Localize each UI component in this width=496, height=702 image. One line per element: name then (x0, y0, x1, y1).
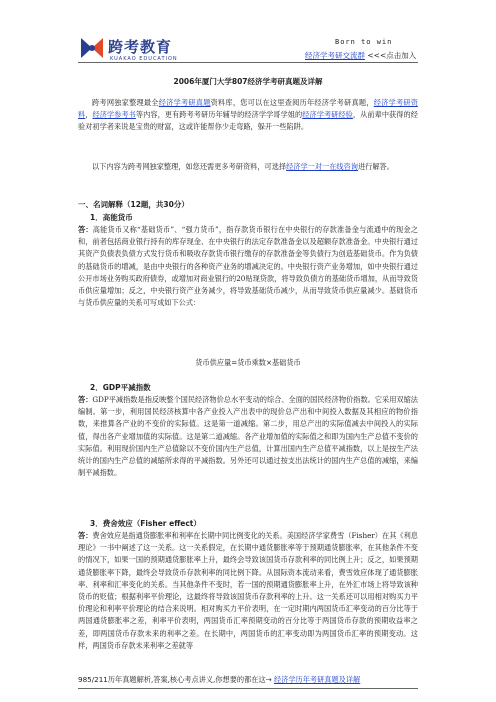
footer-link[interactable]: 经济学历年考研真题及详解 (273, 675, 361, 684)
brand-name-en: KUAKAO EDUCATION (110, 56, 178, 62)
intro-paragraph-2 (78, 161, 418, 173)
q1-formula: 货币供应量=货币乘数×基础货币 (195, 358, 301, 367)
group-link[interactable]: 经济学考研交流群 (305, 51, 365, 60)
q2-answer-label: 答： (78, 395, 93, 404)
intro1-text-4: 等内容，更有跨考考研历年辅导的经济学学哥学姐的 (135, 110, 303, 120)
header-links (305, 50, 416, 61)
q2-answer (78, 394, 418, 479)
footer (78, 675, 360, 685)
link-reference-books[interactable]: 经济学参考书 (92, 110, 136, 120)
q3-answer-text: 费舍效应是指通货膨胀率和利率在长期中同比例变化的关系。美国经济学家费雪（Fisher）在其《利息理论》一书中阐述了这一关系。这一关系假定，在长期中通货膨胀率等于预期通货膨胀率，在其他条件不变的情况下，如果一国的预期通货膨胀率上升，最终会导致该国货币存款利率的同比例上升；反之，如果预期通货膨胀率下降，最终会导致货币存款利率的同比例下降。从国际资本流动来看，费雪效应体现了通货膨胀率、利率和汇率变化的关系。当其他条件不变时，若一国的预期通货膨胀率上升，在外汇市场上将导致该种货币的贬值；根据利率平价理论，这最终将导致该国货币存款利率的上升。这一关系还可以用相对购买力平价理论和利率平价理论的结合来说明。相对购买力平价表明，在一定时期内两国货币汇率变动的百分比等于两国通货膨胀率之差，利率平价表明，两国货币汇率预期变动的百分比等于两国货币存款的预期收益率之差，即两国货币存款未来的利率之差。在长期中，两国货币的汇率变动即为两国货币汇率的预期变动。这样，两国货币存款未来利率之差就等 (78, 531, 418, 650)
link-exam-experience[interactable]: 经济学考研经验 (302, 110, 353, 120)
header-divider (78, 62, 418, 63)
motto: Born to win (335, 38, 393, 46)
join-hint[interactable]: <<<点击加入 (367, 51, 417, 60)
q1-answer-text: 高能货币又称“基础货币”、“强力货币”，指存款货币银行在中央银行的存款准备金与流通中的现金之和，前者包括商业银行持有的库存现金、在中央银行的法定存款准备金以及超额存款准备金。中央银行通过其资产负债表负债方式发行货币和吸收存款货币银行缴存的存款准备金等负债行为创造基础货币。作为负债的基础货币的增减，是由中央银行的各种资产业务的增减决定的。中央银行资产业务增加，如中央银行通过公开市场业务购买政府债券，或增加对商业银行的20贴现贷款，将导致负债方的基础货币增加，从而导致货币供应量增加；反之，中央银行资产业务减少，将导致基础货币减少，从而导致货币供应量减少。基础货币与货币供应量的关系可写成如下公式： (78, 225, 418, 308)
q1-answer (78, 224, 418, 309)
intro1-text-2: 资料库，您可以在这里查阅历年经济学考研真题， (210, 98, 374, 107)
intro2-text-2: 进行解答。 (357, 162, 394, 171)
link-exam-papers[interactable]: 经济学考研真题 (158, 98, 211, 107)
logo-mark-icon (78, 34, 106, 62)
q2-title: 2．GDP平减指数 (90, 383, 151, 392)
footer-divider (78, 688, 418, 689)
intro1-text-3: ， (85, 110, 93, 120)
q3-answer (78, 530, 418, 670)
q2-answer-text: GDP平减指数是指反映整个国民经济物价总水平变动的综合、全面的国民经济物价指数。它采用双缩法编制。第一步，利用国民经济核算中各产业投入产出表中的现价总产出和中间投入数据及其相应的物价指数，来推算各产业的不变价的实际值。这是第一道减缩。第二步，用总产出的实际值减去中间投入的实际值，得出各产业增加值的实际值。这是第二道减缩。各产业增加值的实际值之和即为国内生产总值不变价的实际值。利用现价国内生产总值除以不变价国内生产总值，计算出国内生产总值平减指数，以上是按生产法统计的国内生产总值的减缩所求得的平减指数。另外还可以通过按支出法统计的国内生产总值的减缩，来编制平减指数。 (78, 395, 418, 478)
doc-title: 2006年厦门大学807经济学考研真题及详解 (173, 77, 323, 86)
link-exam-materials[interactable]: 经济学考研资料 (78, 98, 418, 120)
intro2-text-1: 以下内容为跨考网独家整理，如您还需更多考研资料，可选择 (92, 162, 287, 171)
intro-paragraph-1 (78, 97, 418, 134)
link-online-consult[interactable]: 经济学一对一在线咨询 (286, 162, 358, 171)
brand-name-cn: 跨考教育 (108, 38, 173, 56)
q1-title: 1．高能货币 (90, 213, 133, 222)
q3-title: 3．费舍效应（Fisher effect） (90, 519, 201, 528)
q3-answer-label: 答： (78, 531, 93, 540)
intro1-text-5: ，从前辈中获得的经验对初学者来说是宝贵的财富，这或许能帮你少走弯路，躲开一些陷阱。 (78, 110, 418, 132)
q1-answer-label: 答： (78, 225, 93, 234)
section-heading: 一、名词解释（12题，共30分） (78, 200, 189, 209)
intro1-text-1: 跨考网独家整理最全 (92, 98, 159, 107)
footer-text: 985/211历年真题解析,答案,核心考点讲义,你想要的都在这→ (78, 675, 272, 684)
